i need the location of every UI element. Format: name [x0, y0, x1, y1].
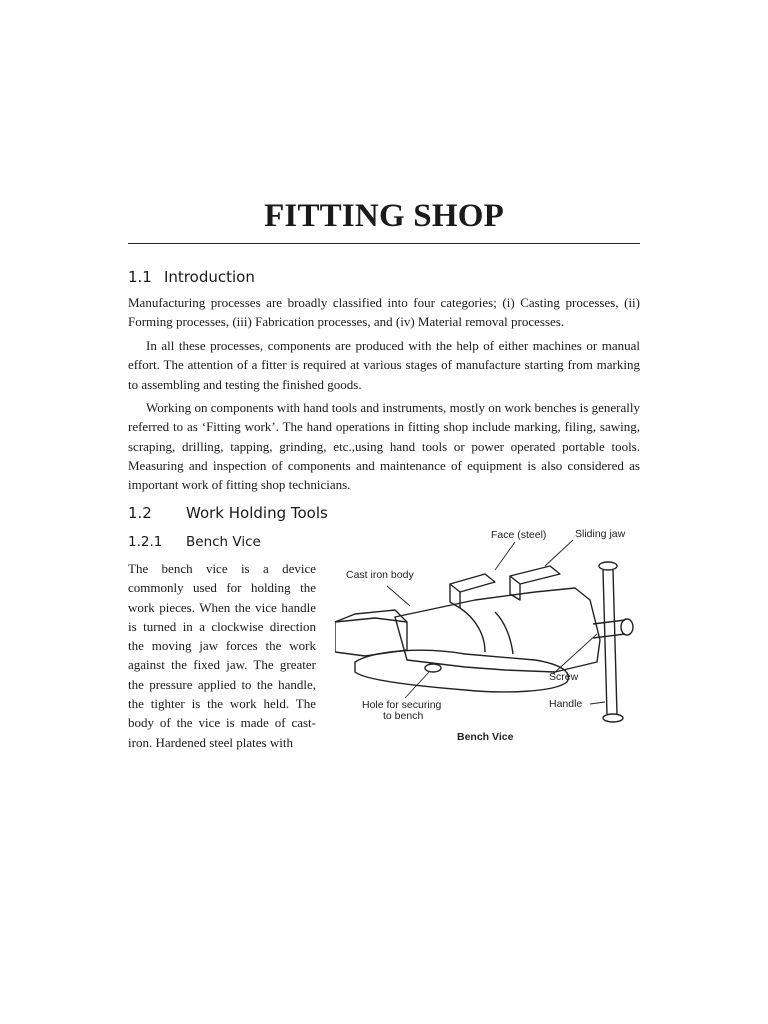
label-cast-iron-body: Cast iron body	[346, 569, 414, 581]
subsection-heading-bench-vice	[128, 534, 261, 550]
section-heading-introduction	[128, 268, 255, 286]
label-screw: Screw	[549, 671, 579, 683]
section-title: Work Holding Tools	[186, 504, 328, 522]
page-title: FITTING SHOP	[264, 198, 504, 234]
label-sliding-jaw: Sliding jaw	[575, 528, 626, 540]
figure-caption: Bench Vice	[457, 731, 514, 743]
intro-paragraph-2: In all these processes, components are produced with the help of either machines or manual effort. The attention of a fitter is required at various stages of manufacture starting from marking to assembling and testing the finished goods.	[128, 338, 640, 392]
sliding-jaw-part	[510, 566, 560, 584]
section-heading-work-holding-tools	[128, 504, 328, 522]
bench-vice-paragraph: The bench vice is a device commonly used for holding the work pieces. When the vice handle is turned in a clockwise direction the moving jaw forces the work against the fixed jaw. The greater the pressure applied to the handle, the tighter is the work held. The body of the vice is made of cast-iron. Hardened steel plates with	[128, 561, 316, 750]
label-hole-line2: to bench	[383, 710, 424, 722]
subsection-title: Bench Vice	[186, 534, 261, 550]
mount-hole	[425, 664, 441, 672]
section-number: 1.1	[128, 268, 152, 286]
handle-knob-top	[599, 562, 617, 570]
intro-paragraph-3: Working on components with hand tools and instruments, mostly on work benches is generally referred to as ‘Fitting work’. The hand operations in fitting shop include marking, filing, sawing, scraping, drilling, tapping, grinding, etc.,using hand tools or power operated portable tools. Measuring and inspection of components and maintenance of equipment is also considered as important work of fitting shop technicians.	[128, 400, 640, 493]
handle-bar	[603, 570, 617, 714]
fixed-jaw	[450, 574, 495, 592]
subsection-number: 1.2.1	[128, 534, 163, 550]
bench-vice-figure	[335, 522, 645, 750]
label-handle: Handle	[549, 698, 583, 710]
jaw-slot	[460, 608, 513, 654]
screw-end	[621, 619, 633, 635]
label-face-steel: Face (steel)	[491, 529, 547, 541]
section-number: 1.2	[128, 504, 152, 522]
section-title: Introduction	[164, 268, 255, 286]
label-hole-line1: Hole for securing	[362, 699, 442, 711]
handle-knob-bottom	[603, 714, 623, 722]
intro-paragraph-1: Manufacturing processes are broadly classified into four categories; (i) Casting processes, (ii) Forming processes, (iii) Fabrication processes, and (iv) Material removal processes.	[128, 295, 640, 330]
title-rule	[128, 243, 640, 244]
bench-vice-diagram	[335, 522, 645, 750]
